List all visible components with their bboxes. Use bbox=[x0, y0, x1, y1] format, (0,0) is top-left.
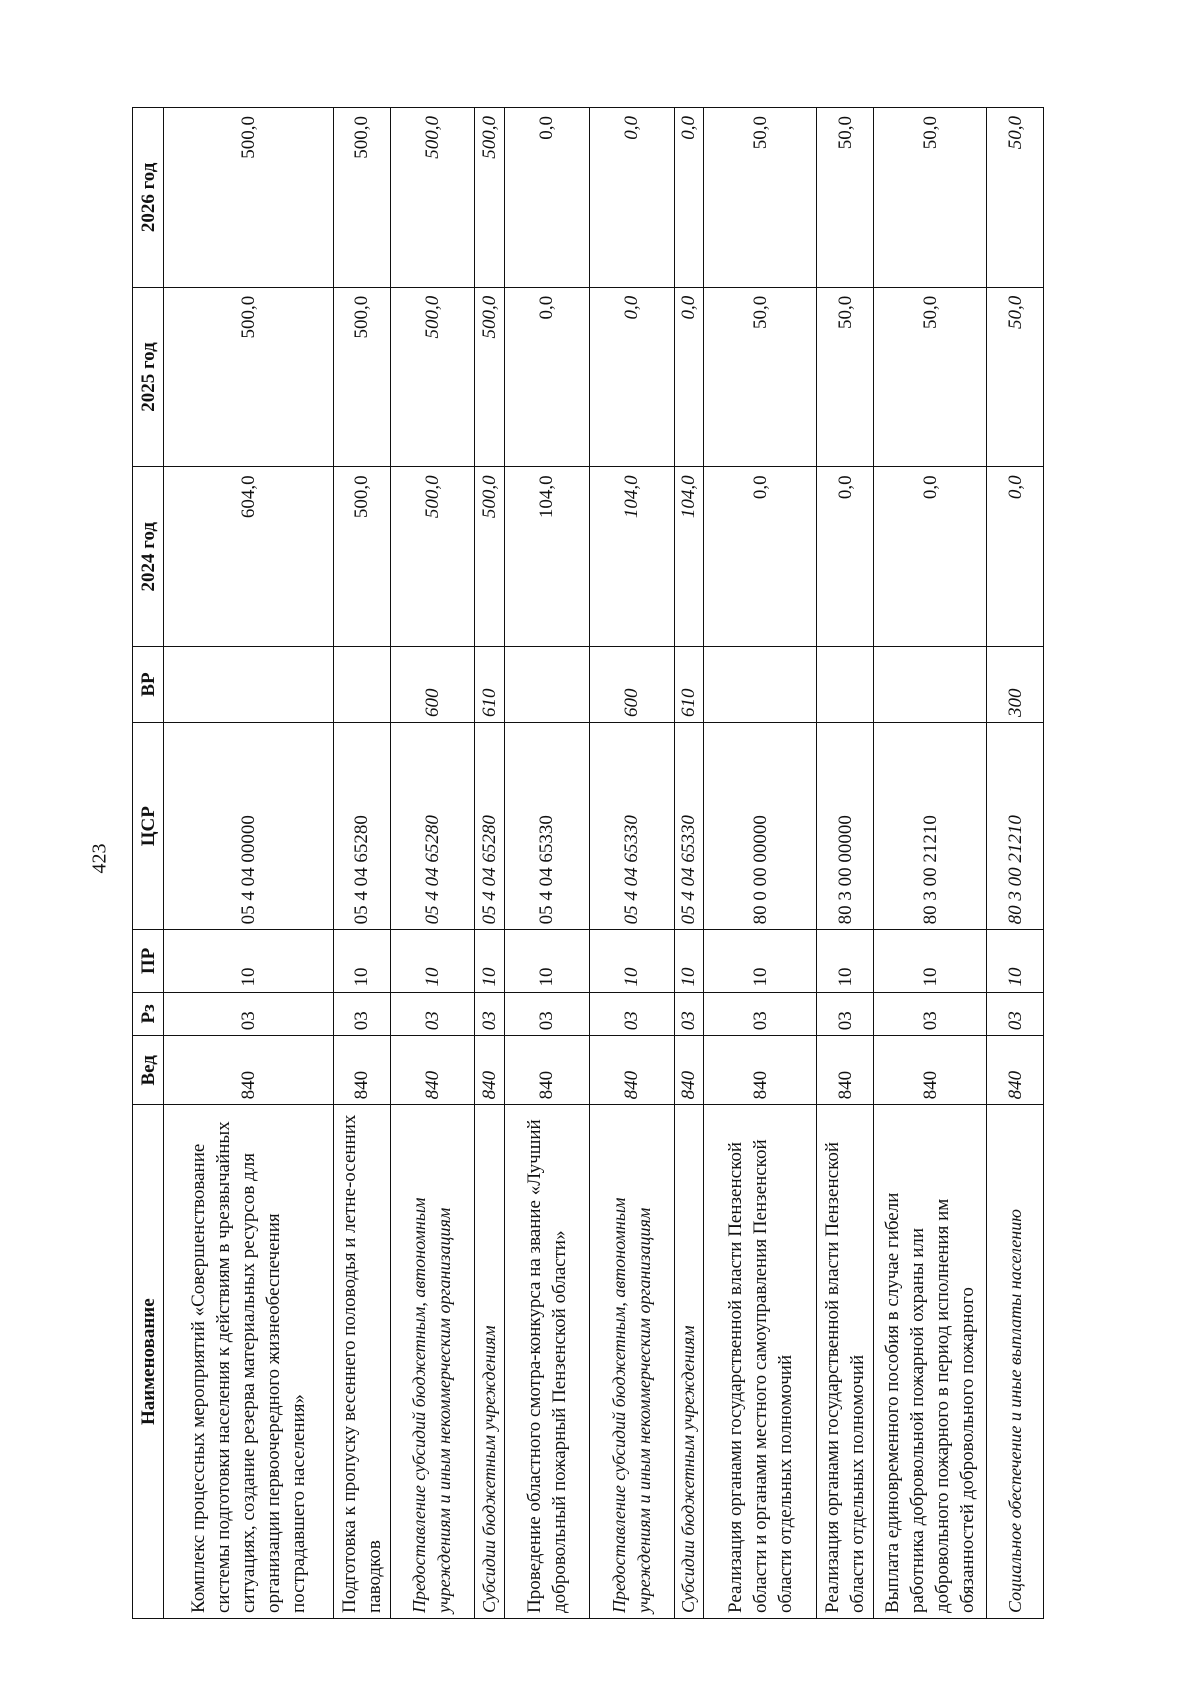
row-csr: 05 4 04 65280 bbox=[333, 723, 390, 930]
row-2025: 500,0 bbox=[390, 287, 475, 467]
budget-table bbox=[132, 107, 1044, 1619]
row-vr bbox=[817, 647, 874, 723]
header-2025: 2025 год bbox=[133, 287, 164, 467]
header-rz: Рз bbox=[133, 992, 164, 1036]
row-ved: 840 bbox=[987, 1036, 1044, 1105]
row-2024: 104,0 bbox=[674, 467, 703, 647]
row-2025: 500,0 bbox=[333, 287, 390, 467]
row-rz: 03 bbox=[704, 992, 817, 1036]
row-2026: 500,0 bbox=[475, 108, 504, 288]
row-rz: 03 bbox=[817, 992, 874, 1036]
row-csr: 80 3 00 00000 bbox=[817, 723, 874, 930]
row-ved: 840 bbox=[704, 1036, 817, 1105]
row-2024: 0,0 bbox=[987, 467, 1044, 647]
row-pr: 10 bbox=[504, 930, 589, 992]
table-row bbox=[674, 108, 703, 1619]
row-2025: 50,0 bbox=[704, 287, 817, 467]
row-rz: 03 bbox=[390, 992, 475, 1036]
row-name: Социальное обеспечение и иные выплаты населению bbox=[987, 1105, 1044, 1619]
row-pr: 10 bbox=[987, 930, 1044, 992]
row-rz: 03 bbox=[333, 992, 390, 1036]
header-2024: 2024 год bbox=[133, 467, 164, 647]
row-ved: 840 bbox=[674, 1036, 703, 1105]
row-rz: 03 bbox=[674, 992, 703, 1036]
row-pr: 10 bbox=[874, 930, 987, 992]
row-name: Субсидии бюджетным учреждениям bbox=[475, 1105, 504, 1619]
row-rz: 03 bbox=[987, 992, 1044, 1036]
header-name: Наименование bbox=[133, 1105, 164, 1619]
row-rz: 03 bbox=[589, 992, 674, 1036]
row-csr: 05 4 04 65330 bbox=[674, 723, 703, 930]
header-csr: ЦСР bbox=[133, 723, 164, 930]
row-vr bbox=[874, 647, 987, 723]
budget-table-frame bbox=[132, 107, 1044, 1619]
header-2026: 2026 год bbox=[133, 108, 164, 288]
row-rz: 03 bbox=[164, 992, 334, 1036]
row-name: Предоставление субсидий бюджетным, автономным учреждениям и иным некоммерческим организациям bbox=[390, 1105, 475, 1619]
row-csr: 80 0 00 00000 bbox=[704, 723, 817, 930]
row-vr: 300 bbox=[987, 647, 1044, 723]
row-vr bbox=[504, 647, 589, 723]
row-vr: 610 bbox=[674, 647, 703, 723]
row-name: Комплекс процессных мероприятий «Совершенствование системы подготовки населения к действиям в чрезвычайных ситуациях, создание резерва материальных ресурсов для организации первоочередного жизнеобеспечения пострадавшего населения» bbox=[164, 1105, 334, 1619]
header-vr: ВР bbox=[133, 647, 164, 723]
row-csr: 05 4 04 65280 bbox=[390, 723, 475, 930]
row-csr: 05 4 04 65330 bbox=[589, 723, 674, 930]
row-csr: 80 3 00 21210 bbox=[874, 723, 987, 930]
row-2025: 50,0 bbox=[817, 287, 874, 467]
row-2026: 50,0 bbox=[817, 108, 874, 288]
row-ved: 840 bbox=[589, 1036, 674, 1105]
row-ved: 840 bbox=[164, 1036, 334, 1105]
row-csr: 80 3 00 21210 bbox=[987, 723, 1044, 930]
row-pr: 10 bbox=[333, 930, 390, 992]
row-ved: 840 bbox=[475, 1036, 504, 1105]
row-ved: 840 bbox=[390, 1036, 475, 1105]
row-2024: 500,0 bbox=[390, 467, 475, 647]
row-vr: 600 bbox=[390, 647, 475, 723]
row-vr bbox=[164, 647, 334, 723]
row-name: Проведение областного смотра-конкурса на звание «Лучший добровольный пожарный Пензенской области» bbox=[504, 1105, 589, 1619]
table-row bbox=[164, 108, 334, 1619]
row-2025: 500,0 bbox=[164, 287, 334, 467]
table-row bbox=[390, 108, 475, 1619]
row-2024: 500,0 bbox=[333, 467, 390, 647]
row-2026: 500,0 bbox=[333, 108, 390, 288]
table-row bbox=[704, 108, 817, 1619]
row-2026: 500,0 bbox=[390, 108, 475, 288]
row-ved: 840 bbox=[817, 1036, 874, 1105]
row-2026: 0,0 bbox=[504, 108, 589, 288]
row-2024: 0,0 bbox=[817, 467, 874, 647]
row-2026: 0,0 bbox=[589, 108, 674, 288]
row-pr: 10 bbox=[589, 930, 674, 992]
row-2024: 0,0 bbox=[874, 467, 987, 647]
row-csr: 05 4 04 65280 bbox=[475, 723, 504, 930]
row-ved: 840 bbox=[333, 1036, 390, 1105]
row-2026: 500,0 bbox=[164, 108, 334, 288]
row-csr: 05 4 04 65330 bbox=[504, 723, 589, 930]
row-name: Реализация органами государственной власти Пензенской области отдельных полномочий bbox=[817, 1105, 874, 1619]
row-name: Подготовка к пропуску весеннего половодья и летне-осенних паводков bbox=[333, 1105, 390, 1619]
row-name: Предоставление субсидий бюджетным, автономным учреждениям и иным некоммерческим организациям bbox=[589, 1105, 674, 1619]
header-pr: ПР bbox=[133, 930, 164, 992]
row-2025: 50,0 bbox=[987, 287, 1044, 467]
row-2026: 0,0 bbox=[674, 108, 703, 288]
row-ved: 840 bbox=[504, 1036, 589, 1105]
header-row bbox=[133, 108, 164, 1619]
row-name: Реализация органами государственной власти Пензенской области и органами местного самоуправления Пензенской области отдельных полномочий bbox=[704, 1105, 817, 1619]
row-pr: 10 bbox=[674, 930, 703, 992]
page-number: 423 bbox=[88, 843, 111, 874]
table-row bbox=[589, 108, 674, 1619]
row-rz: 03 bbox=[874, 992, 987, 1036]
row-2025: 0,0 bbox=[589, 287, 674, 467]
row-pr: 10 bbox=[704, 930, 817, 992]
table-row bbox=[874, 108, 987, 1619]
row-name: Субсидии бюджетным учреждениям bbox=[674, 1105, 703, 1619]
row-2025: 0,0 bbox=[504, 287, 589, 467]
row-2024: 104,0 bbox=[589, 467, 674, 647]
row-pr: 10 bbox=[164, 930, 334, 992]
row-2026: 50,0 bbox=[704, 108, 817, 288]
row-rz: 03 bbox=[504, 992, 589, 1036]
table-row bbox=[817, 108, 874, 1619]
row-ved: 840 bbox=[874, 1036, 987, 1105]
row-pr: 10 bbox=[390, 930, 475, 992]
table-row bbox=[987, 108, 1044, 1619]
row-rz: 03 bbox=[475, 992, 504, 1036]
row-pr: 10 bbox=[475, 930, 504, 992]
row-vr bbox=[704, 647, 817, 723]
row-pr: 10 bbox=[817, 930, 874, 992]
row-2024: 104,0 bbox=[504, 467, 589, 647]
row-2025: 500,0 bbox=[475, 287, 504, 467]
row-vr bbox=[333, 647, 390, 723]
row-name: Выплата единовременного пособия в случае гибели работника добровольной пожарной охраны или добровольного пожарного в период исполнения им обязанностей добровольного пожарного bbox=[874, 1105, 987, 1619]
table-row bbox=[475, 108, 504, 1619]
row-2025: 50,0 bbox=[874, 287, 987, 467]
header-ved: Вед bbox=[133, 1036, 164, 1105]
row-2024: 604,0 bbox=[164, 467, 334, 647]
table-row bbox=[504, 108, 589, 1619]
table-row bbox=[333, 108, 390, 1619]
row-2025: 0,0 bbox=[674, 287, 703, 467]
row-2024: 500,0 bbox=[475, 467, 504, 647]
row-vr: 600 bbox=[589, 647, 674, 723]
row-csr: 05 4 04 00000 bbox=[164, 723, 334, 930]
row-vr: 610 bbox=[475, 647, 504, 723]
row-2026: 50,0 bbox=[987, 108, 1044, 288]
row-2024: 0,0 bbox=[704, 467, 817, 647]
row-2026: 50,0 bbox=[874, 108, 987, 288]
